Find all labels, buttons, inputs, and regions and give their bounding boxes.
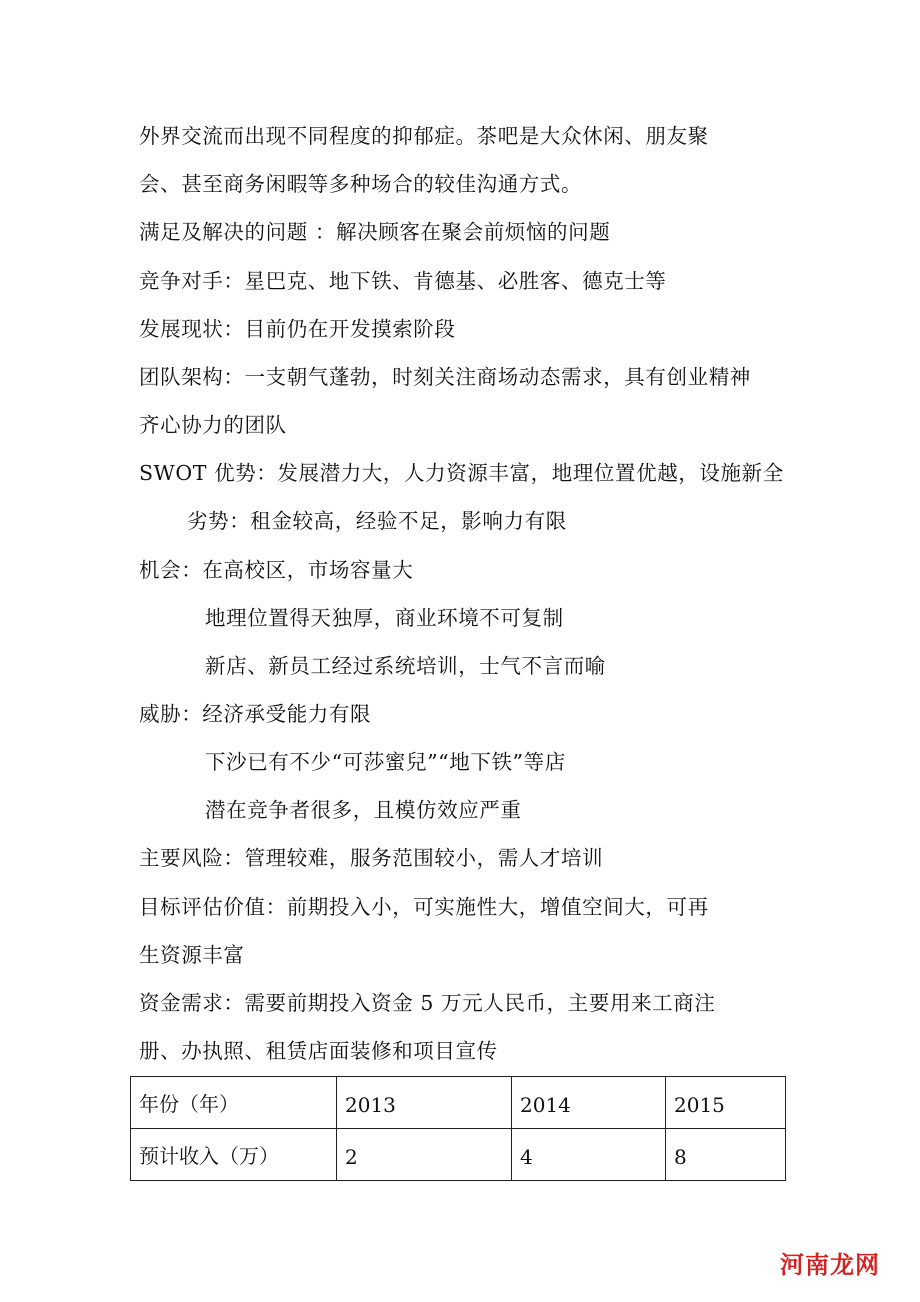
paragraph-line: 团队架构：一支朝气蓬勃，时刻关注商场动态需求，具有创业精神 [139,365,751,389]
paragraph-line: 目标评估价值：前期投入小，可实施性大，增值空间大，可再 [139,895,709,919]
paragraph-line: 册、办执照、租赁店面装修和项目宣传 [139,1039,498,1063]
table-cell: 8 [666,1129,786,1181]
paragraph-line: 新店、新员工经过系统培训，士气不言而喻 [205,654,606,678]
paragraph-line: 机会：在高校区，市场容量大 [139,558,414,582]
paragraph-line: 资金需求：需要前期投入资金 5 万元人民币，主要用来工商注 [139,991,716,1015]
paragraph-line: 竞争对手：星巴克、地下铁、肯德基、必胜客、德克士等 [139,269,667,293]
paragraph-line: 潜在竞争者很多，且模仿效应严重 [205,798,522,822]
table-row [131,1129,786,1181]
paragraph-line: 主要风险：管理较难，服务范围较小，需人才培训 [139,846,604,870]
paragraph-line: 齐心协力的团队 [139,413,287,437]
paragraph-line: 地理位置得天独厚，商业环境不可复制 [205,606,564,630]
paragraph-line: 外界交流而出现不同程度的抑郁症。茶吧是大众休闲、朋友聚 [139,124,709,148]
table-header-row [131,1077,786,1129]
paragraph-line: 满足及解决的问题 ：解决顾客在聚会前烦恼的问题 [139,220,611,244]
paragraph-line: 威胁：经济承受能力有限 [139,702,372,726]
table-cell: 2015 [666,1077,786,1129]
table-cell: 4 [512,1129,666,1181]
table-cell: 2 [337,1129,512,1181]
table-cell: 预计收入（万） [131,1129,337,1181]
paragraph-line: 生资源丰富 [139,943,245,967]
table-cell: 2014 [512,1077,666,1129]
table-cell: 2013 [337,1077,512,1129]
paragraph-line: 下沙已有不少“可莎蜜兒”“地下铁”等店 [205,750,566,774]
watermark: 河南龙网 [780,1251,880,1279]
paragraph-line: SWOT 优势：发展潜力大，人力资源丰富，地理位置优越，设施新全 [139,461,784,485]
paragraph-line: 会、甚至商务闲暇等多种场合的较佳沟通方式。 [139,172,583,196]
paragraph-line: 劣势：租金较高，经验不足，影响力有限 [187,509,567,533]
paragraph-line: 发展现状：目前仍在开发摸索阶段 [139,317,456,341]
table-cell: 年份（年） [131,1077,337,1129]
revenue-table [130,1076,786,1181]
